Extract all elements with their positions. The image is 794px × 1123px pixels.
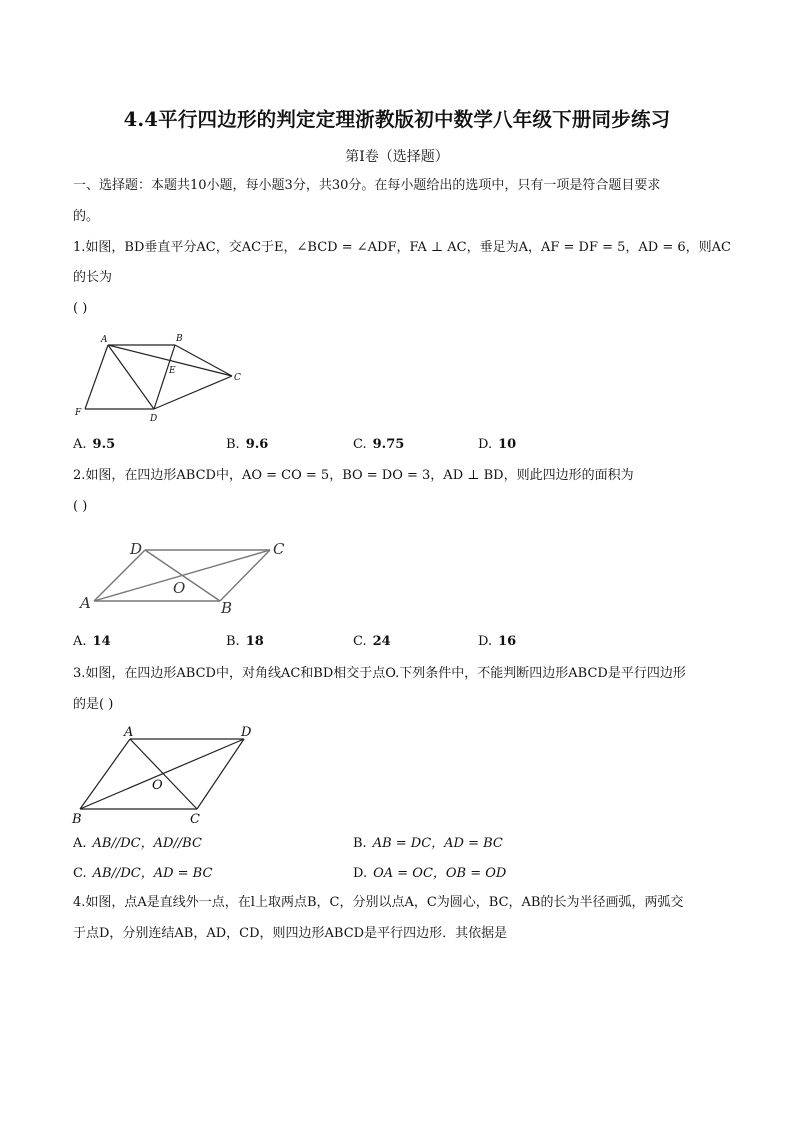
question-2-option-c[interactable]: C. 24 <box>353 634 391 649</box>
fig1-label-a: A <box>101 335 108 345</box>
fig3-label-a: A <box>124 725 134 740</box>
question-1-figure <box>70 330 250 425</box>
section-instructions-line2: 的。 <box>73 209 100 224</box>
fig3-label-d: D <box>241 725 252 740</box>
question-2-bracket: ( ) <box>73 499 88 514</box>
question-1-option-d[interactable]: D. 10 <box>478 437 517 452</box>
fig3-label-b: B <box>72 812 82 827</box>
fig2-label-o: O <box>173 579 186 597</box>
question-2-option-d[interactable]: D. 16 <box>478 634 517 649</box>
question-2-option-b[interactable]: B. 18 <box>226 634 264 649</box>
question-4-text-line1: 4.如图，点A是直线外一点，在l上取两点B，C，分别以点A，C为圆心，BC，AB的长为半径画弧，两弧交 <box>73 895 684 910</box>
question-3-option-a[interactable]: A. AB//DC，AD//BC <box>73 836 202 851</box>
question-4-text-line2: 于点D，分别连结AB，AD，CD，则四边形ABCD是平行四边形．其依据是 <box>73 926 508 941</box>
fig2-label-c: C <box>273 540 285 558</box>
question-1-option-b[interactable]: B. 9.6 <box>226 437 269 452</box>
question-1-option-c[interactable]: C. 9.75 <box>353 437 405 452</box>
question-1-bracket: ( ) <box>73 301 88 316</box>
question-3-option-d[interactable]: D. OA = OC，OB = OD <box>353 866 507 881</box>
question-1-option-a[interactable]: A. 9.5 <box>73 437 116 452</box>
section-instructions-line1: 一、选择题：本题共10小题，每小题3分，共30分。在每小题给出的选项中，只有一项是符合题目要求 <box>73 178 661 193</box>
question-3-figure <box>70 722 270 827</box>
fig1-label-c: C <box>234 373 241 383</box>
question-3-text-line2: 的是( ) <box>73 697 114 712</box>
fig3-label-c: C <box>190 812 200 827</box>
page-title: 4.4平行四边形的判定定理浙教版初中数学八年级下册同步练习 <box>123 108 671 131</box>
question-1-text-line2: 的长为 <box>73 270 113 285</box>
question-3-option-b[interactable]: B. AB = DC，AD = BC <box>353 836 503 851</box>
fig1-label-e: E <box>169 366 176 376</box>
fig3-label-o: O <box>152 778 163 793</box>
fig1-label-b: B <box>176 334 183 344</box>
fig2-label-a: A <box>80 594 91 612</box>
question-3-option-c[interactable]: C. AB//DC，AD = BC <box>73 866 213 881</box>
question-3-text-line1: 3.如图，在四边形ABCD中，对角线AC和BD相交于点O.下列条件中，不能判断四边形ABCD是平行四边形 <box>73 666 686 681</box>
question-2-option-a[interactable]: A. 14 <box>73 634 111 649</box>
section-heading: 第I卷（选择题） <box>345 149 449 165</box>
fig1-label-d: D <box>150 414 158 424</box>
fig2-label-d: D <box>130 540 143 558</box>
question-1-text-line1: 1.如图，BD垂直平分AC，交AC于E，∠BCD = ∠ADF，FA ⊥ AC，垂足为A，AF = DF = 5，AD = 6，则AC <box>73 240 731 255</box>
question-2-text-line1: 2.如图，在四边形ABCD中，AO = CO = 5，BO = DO = 3，AD ⊥ BD，则此四边形的面积为 <box>73 468 634 483</box>
fig1-label-f: F <box>75 408 82 418</box>
question-2-figure <box>70 530 300 620</box>
fig2-label-b: B <box>221 599 233 617</box>
